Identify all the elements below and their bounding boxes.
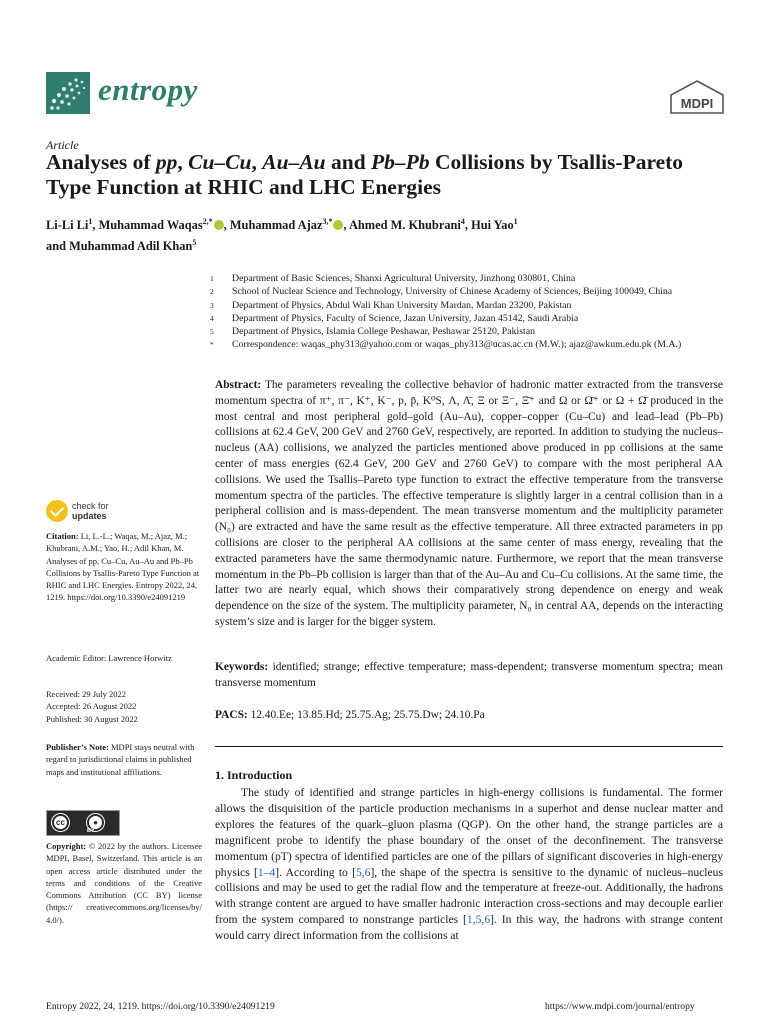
- paper-title: Analyses of pp, Cu–Cu, Au–Au and Pb–Pb Collisions by Tsallis-Pareto Type Function at RHIC and LHC Energies: [46, 150, 684, 199]
- abstract-text: The parameters revealing the collective behavior of hadronic matter extracted from the transverse momentum spectra of π⁺, π⁻, K⁺, K⁻, p, p̄, K⁰S, Λ, Λ̄, Ξ or Ξ⁻, Ξ̄⁺ and Ω or Ω̄⁺ or Ω + Ω̄ produced in the most central and most peripheral gold–gold (Au–Au), copper–copper (Cu–Cu) and lead–lead (Pb–Pb) collisions at 62.4 GeV, 200 GeV and 2760 GeV, respectively, are reported. In addition to studying the nucleus–nucleus (AA) collisions, we analyzed the particles mentioned above produced in pp collisions at the same center of mass energies (62.4 GeV, 200 GeV and 2760 GeV) to compare with the most peripheral AA collisions. We used the Tsallis–Pareto type function to extract the effective temperature from the transverse momentum spectra of the particles. The effective temperature is slightly larger in a central collision than in a peripheral collision and is mass-dependent. The mean transverse momentum and the multiplicity parameter (N₀) are extracted and have the same result as the effective temperature. All three extracted parameters in pp collisions are closer to the peripheral AA collisions at the same center of mass energy, revealing that the extracted parameters have the same thermodynamic nature. Furthermore, we report that the mean transverse momentum in the Pb–Pb collision is larger than that of the Au–Au and Cu–Cu collisions. At the same time, the latter two are nearly equal, which shows their comparatively strong dependence on energy and weak dependence on the size of the system. The multiplicity parameter, N₀ in central AA, depends on the interacting system’s size and is larger for the bigger system.: [215, 379, 723, 628]
- attribution-icon: ●: [87, 814, 104, 831]
- orcid-icon[interactable]: [333, 220, 343, 230]
- journal-name[interactable]: entropy: [98, 72, 198, 107]
- publisher-logo-graphic: [668, 80, 726, 114]
- check-for-updates-label: check for updates: [72, 501, 109, 521]
- affiliation-item: 3 Department of Physics, Abdul Wali Khan University Mardan, Mardan 23200, Pakistan: [210, 299, 572, 311]
- citation-link[interactable]: 5,6: [355, 865, 371, 879]
- author-affiliation-marker: 1: [513, 217, 518, 226]
- footer-journal-url[interactable]: https://www.mdpi.com/journal/entropy: [545, 1001, 695, 1012]
- author-affiliation-marker: 1: [88, 217, 93, 226]
- correspondence-item[interactable]: * Correspondence: waqas_phy313@yahoo.com or waqas_phy313@ucas.ac.cn (M.W.); ajaz@awkum.edu.pk (M.A.): [210, 339, 682, 351]
- pacs-text: 12.40.Ee; 13.85.Hd; 25.75.Ag; 25.75.Dw; 24.10.Pa: [250, 709, 485, 721]
- by-label: BY: [87, 828, 95, 834]
- accepted-date: Accepted: 26 August 2022: [46, 701, 137, 712]
- checkmark-icon: [46, 500, 68, 522]
- publisher-note: [46, 741, 202, 778]
- affiliation-item: 4 Department of Physics, Faculty of Science, Jazan University, Jazan 45142, Saudi Arabia: [210, 312, 579, 324]
- section-heading: 1. Introduction: [215, 768, 293, 782]
- footer-citation[interactable]: Entropy 2022, 24, 1219. https://doi.org/10.3390/e24091219: [46, 1001, 275, 1012]
- copyright-label: Copyright:: [46, 841, 87, 851]
- publication-dates: [46, 688, 202, 725]
- pacs: [215, 708, 723, 724]
- journal-logo-graphic: [46, 72, 90, 114]
- section-divider: [215, 746, 723, 747]
- author-name[interactable]: and Muhammad Adil Khan: [46, 239, 193, 254]
- abstract-label: Abstract:: [215, 379, 262, 391]
- orcid-icon[interactable]: [214, 220, 224, 230]
- article-type: Article: [46, 138, 79, 152]
- publisher-name: MDPI: [680, 96, 714, 111]
- cc-by-license-badge[interactable]: [46, 810, 120, 836]
- publisher-note-text: MDPI stays neutral with regard to jurisdictional claims in published maps and institutional affiliations.: [46, 742, 195, 777]
- author-name[interactable]: Muhammad Ajaz: [229, 218, 323, 233]
- author-name[interactable]: Ahmed M. Khubrani: [348, 218, 461, 233]
- author-affiliation-marker: 2,*: [202, 217, 213, 226]
- keywords-label: Keywords:: [215, 661, 269, 673]
- author-list: Li-Li Li$^1$, Muhammad Waqas$^{2,*}$ , Muhammad Ajaz$^{3,*}$ , Ahmed M. Khubrani$^4$, Hui Yao$^1$ and Muhammad Adil Khan$^5$: [46, 217, 518, 254]
- citation-link[interactable]: 1,5,6: [466, 913, 491, 927]
- author-name[interactable]: Hui Yao: [471, 218, 514, 233]
- affiliation-list: [210, 272, 730, 352]
- affiliation-item: 2 School of Nuclear Science and Technology, University of Chinese Academy of Sciences, Beijing 100049, China: [210, 286, 673, 298]
- keywords: [215, 660, 723, 692]
- citation-link[interactable]: 1–4: [257, 865, 276, 879]
- copyright-text[interactable]: © 2022 by the authors. Licensee MDPI, Basel, Switzerland. This article is an open access article distributed under the terms and conditions of the Creative Commons Attribution (CC BY) license (https:// creativecommons.org/licenses/by/ 4.0/).: [46, 841, 202, 925]
- academic-editor: Academic Editor: Lawrence Horwitz: [46, 653, 172, 663]
- intro-paragraph: The study of identified and strange particles in high-energy collisions is fundamental. The former allows the disquisition of the particle production mechanisms in a superhot and dense nuclear matter and explores the features of the quark–gluon plasma (QGP). On the other hand, the strange particles are a magnificent probe to identify the phase boundary of the onset of the deconfinement. The transverse momentum (pT) spectra of identified particles are one of the pillars of significant discoveries in high-energy physics [1–4]. According to [5,6], the shape of the spectra is sensitive to the dynamic of nucleus–nucleus collisions and may be used to get the radial flow and the temperature at freeze-out. Additionally, the hadrons with strange content are argued to have smaller hadronic interaction cross-sections and may decouple earlier from the system compared to nonstrange particles [1,5,6]. In this way, the hadrons with strange content would carry direct information from the collisions at: [215, 786, 724, 943]
- author-name[interactable]: Muhammad Waqas: [98, 218, 203, 233]
- received-date: Received: 29 July 2022: [46, 689, 127, 699]
- author-name[interactable]: Li-Li Li: [46, 218, 89, 233]
- copyright-notice: [46, 840, 202, 926]
- citation-text[interactable]: Li, L.-L.; Waqas, M.; Ajaz, M.; Khubrani, A.M.; Yao, H.; Adil Khan, M. Analyses of pp, Cu–Cu, Au–Au and Pb–Pb Collisions by Tsallis-Pareto Type Function at RHIC and LHC Energies. Entropy 2022, 24, 1219. https://doi.org/10.3390/e24091219: [46, 531, 200, 603]
- check-for-updates-button[interactable]: [46, 500, 166, 526]
- published-date: Published: 30 August 2022: [46, 713, 138, 724]
- citation-block: [46, 530, 202, 604]
- author-affiliation-marker: 4: [460, 217, 465, 226]
- affiliation-item: 5 Department of Physics, Islamia College Peshawar, Peshawar 25120, Pakistan: [210, 326, 535, 338]
- creative-commons-icon: cc: [52, 814, 69, 831]
- journal-logo: [46, 72, 90, 114]
- pacs-label: PACS:: [215, 709, 248, 721]
- publisher-note-label: Publisher’s Note:: [46, 742, 109, 752]
- author-affiliation-marker: 3,*: [322, 217, 333, 226]
- affiliation-item: 1 Department of Basic Sciences, Shanxi Agricultural University, Jinzhong 030801, China: [210, 273, 576, 284]
- citation-label: Citation:: [46, 531, 79, 541]
- author-affiliation-marker: 5: [192, 238, 197, 248]
- abstract: [215, 378, 723, 631]
- keywords-text: identified; strange; effective temperature; mass-dependent; transverse momentum spectra; mean transverse momentum: [215, 661, 723, 689]
- publisher-logo[interactable]: [668, 80, 726, 114]
